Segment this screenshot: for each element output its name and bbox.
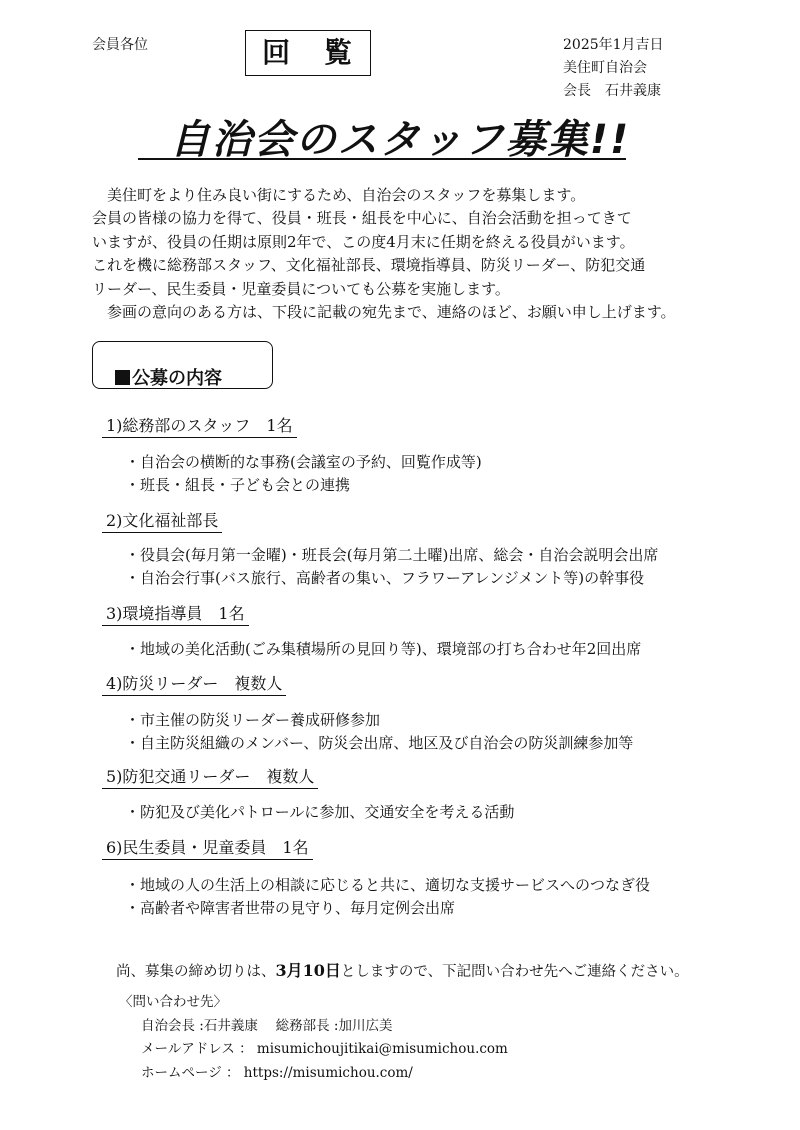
addressee: 会員各位: [92, 37, 148, 53]
position-heading: 5)防犯交通リーダー 複数人: [102, 764, 318, 789]
president-name: 会長 石井義康: [563, 83, 661, 99]
intro-line: これを機に総務部スタッフ、文化福祉部長、環境指導員、防災リーダー、防犯交通: [92, 256, 646, 275]
position-task: ・高齢者や障害者世帯の見守り、毎月定例会出席: [125, 899, 456, 917]
page-title: 自治会のスタッフ募集!!: [169, 117, 631, 163]
deadline-pre: 尚、募集の締め切りは、: [116, 964, 276, 980]
position-heading: 2)文化福祉部長: [102, 508, 222, 533]
intro-line: リーダー、民生委員・児童委員についても公募を実施します。: [92, 279, 510, 298]
title-underline: [138, 158, 626, 160]
intro-line: 参画の意向のある方は、下段に記載の宛先まで、連絡のほど、お願い申し上げます。: [92, 303, 676, 322]
position-task: ・役員会(毎月第一金曜)・班長会(毎月第二土曜)出席、総会・自治会説明会出席: [125, 546, 659, 564]
position-heading: 1)総務部のスタッフ 1名: [102, 413, 297, 438]
position-task: ・防犯及び美化パトロールに参加、交通安全を考える活動: [125, 803, 515, 821]
position-task: ・地域の美化活動(ごみ集積場所の見回り等)、環境部の打ち合わせ年2回出席: [125, 640, 642, 658]
header-meta: [563, 34, 664, 103]
intro-line: 会員の皆様の協力を得て、役員・班長・組長を中心に、自治会活動を担ってきて: [92, 209, 632, 228]
section-heading-text: 公募の内容: [132, 368, 222, 389]
circulation-stamp: 回 覧: [245, 30, 371, 76]
deadline-notice: [116, 958, 689, 981]
position-task: ・自治会の横断的な事務(会議室の予約、回覧作成等): [125, 453, 482, 471]
position-task: ・市主催の防災リーダー養成研修参加: [125, 711, 381, 729]
intro-line: 美住町をより住み良い街にするため、自治会のスタッフを募集します。: [92, 186, 586, 204]
intro-paragraph: [92, 184, 752, 324]
issue-date: 2025年1月吉日: [563, 37, 664, 53]
deadline-date: 3月10日: [275, 961, 341, 980]
contact-names: 自治会長 :石井義康 総務部長 :加川広美: [141, 1017, 393, 1034]
position-heading: 6)民生委員・児童委員 1名: [102, 835, 313, 860]
contact-heading: 〈問い合わせ先〉: [119, 994, 227, 1010]
position-task: ・班長・組長・子ども会との連携: [125, 476, 351, 494]
contact-info: [119, 991, 508, 1085]
position-task: ・自主防災組織のメンバー、防災会出席、地区及び自治会の防災訓練参加等: [125, 734, 634, 752]
contact-email[interactable]: メールアドレス ： misumichoujitikai@misumichou.com: [141, 1041, 508, 1057]
position-heading: 4)防災リーダー 複数人: [102, 671, 286, 696]
position-task: ・地域の人の生活上の相談に応じると共に、適切な支援サービスへのつなぎ役: [125, 876, 651, 894]
intro-line: いますが、役員の任期は原則2年で、この度4月末に任期を終える役員がいます。: [92, 232, 635, 251]
black-square-icon: [115, 370, 130, 385]
section-heading: [115, 364, 222, 390]
deadline-post: としますので、下記問い合わせ先へご連絡ください。: [340, 964, 689, 980]
organization-name: 美住町自治会: [563, 60, 647, 76]
position-heading: 3)環境指導員 1名: [102, 601, 249, 626]
position-task: ・自治会行事(バス旅行、高齢者の集い、フラワーアレンジメント等)の幹事役: [125, 569, 645, 587]
contact-homepage[interactable]: ホームページ ： https://misumichou.com/: [141, 1064, 413, 1081]
